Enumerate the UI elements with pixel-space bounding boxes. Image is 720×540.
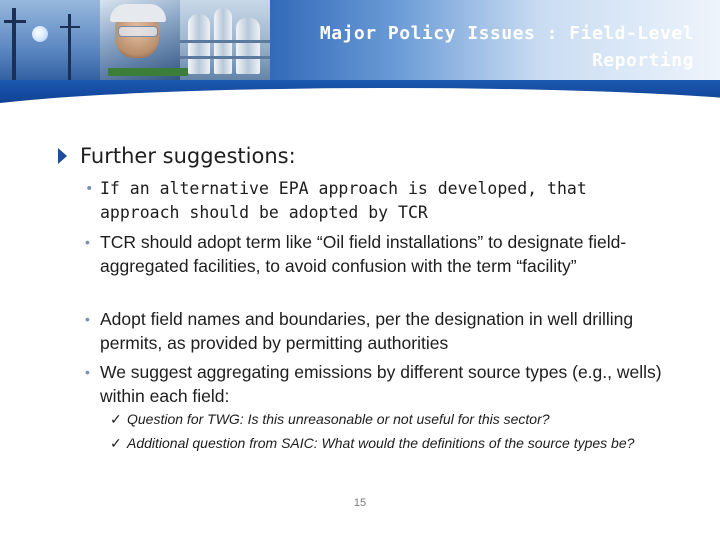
dot-icon: • (85, 234, 90, 250)
dot-icon: • (85, 364, 90, 380)
bullet-text: We suggest aggregating emissions by different source types (e.g., wells) within each field: (100, 362, 662, 406)
subbullet-text: Question for TWG: Is this unreasonable or not useful for this sector? (127, 411, 550, 427)
subbullet-text: Additional question from SAIC: What would the definitions of the source types be? (127, 435, 635, 451)
subbullet-item (110, 433, 650, 453)
slide-title-line1: Major Policy Issues : Field-Level (319, 23, 694, 44)
heading-item (62, 144, 296, 168)
bullet-text: TCR should adopt term like “Oil field installations” to designate field-aggregated facilities, to avoid confusion with the term “facility” (100, 232, 627, 276)
bullet-item (86, 307, 666, 355)
checkmark-icon: ✓ (110, 435, 122, 451)
bullet-text: Adopt field names and boundaries, per the designation in well drilling permits, as provided by permitting authorities (100, 309, 634, 353)
checkmark-icon: ✓ (110, 411, 122, 427)
triangle-right-icon (58, 148, 67, 164)
bullet-item (86, 230, 666, 278)
page-number: 15 (353, 497, 367, 509)
slide-title-line2: Reporting (591, 50, 694, 71)
subbullet-item (110, 409, 650, 429)
dot-icon: • (85, 311, 90, 327)
heading-text: Further suggestions: (80, 144, 296, 168)
bullet-item (86, 360, 666, 408)
bullet-item (86, 177, 626, 225)
dot-icon: • (85, 181, 94, 197)
bullet-text: If an alternative EPA approach is developed, that approach should be adopted by TCR (100, 179, 587, 222)
